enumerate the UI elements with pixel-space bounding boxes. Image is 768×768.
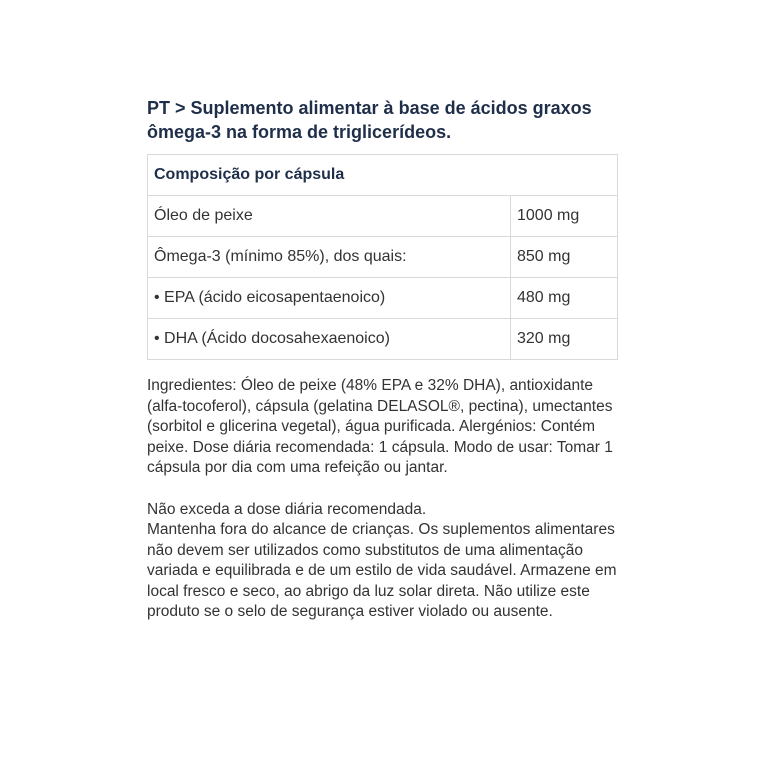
label-content bbox=[147, 96, 627, 623]
storage-warning: Mantenha fora do alcance de crianças. Os suplementos alimentares não devem ser utilizados como substitutos de uma alimentação variada e equilibrada e de um estilo de vida saudável. Armazene em local fresco e seco, ao abrigo da luz solar direta. Não utilize este produto se o selo de segurança estiver violado ou ausente. bbox=[147, 521, 617, 620]
ingredient-amount: 850 mg bbox=[511, 237, 618, 278]
ingredient-name: • DHA (Ácido docosahexaenoico) bbox=[148, 319, 511, 360]
warnings-paragraph bbox=[147, 500, 627, 623]
table-row bbox=[148, 319, 618, 360]
composition-header: Composição por cápsula bbox=[148, 155, 618, 196]
dose-warning: Não exceda a dose diária recomendada. bbox=[147, 500, 427, 518]
ingredient-amount: 320 mg bbox=[511, 319, 618, 360]
composition-table bbox=[147, 154, 618, 360]
ingredient-amount: 480 mg bbox=[511, 278, 618, 319]
ingredient-amount: 1000 mg bbox=[511, 196, 618, 237]
product-title bbox=[147, 96, 627, 144]
table-row bbox=[148, 278, 618, 319]
ingredients-paragraph: Ingredientes: Óleo de peixe (48% EPA e 32% DHA), antioxidante (alfa-tocoferol), cápsula (gelatina DELASOL®, pectina), umectantes (sorbitol e glicerina vegetal), água purificada. Alergénios: Contém peixe. Dose diária recomendada: 1 cápsula. Modo de usar: Tomar 1 cápsula por dia com uma refeição ou jantar. bbox=[147, 377, 613, 476]
ingredient-name: Óleo de peixe bbox=[148, 196, 511, 237]
ingredient-name: Ômega-3 (mínimo 85%), dos quais: bbox=[148, 237, 511, 278]
product-title-line-2: ômega-3 na forma de triglicerídeos. bbox=[147, 122, 452, 142]
ingredient-name: • EPA (ácido eicosapentaenoico) bbox=[148, 278, 511, 319]
table-row bbox=[148, 196, 618, 237]
table-row bbox=[148, 237, 618, 278]
composition-header-row bbox=[148, 155, 618, 196]
product-title-line-1: PT > Suplemento alimentar à base de ácidos graxos bbox=[147, 98, 592, 118]
